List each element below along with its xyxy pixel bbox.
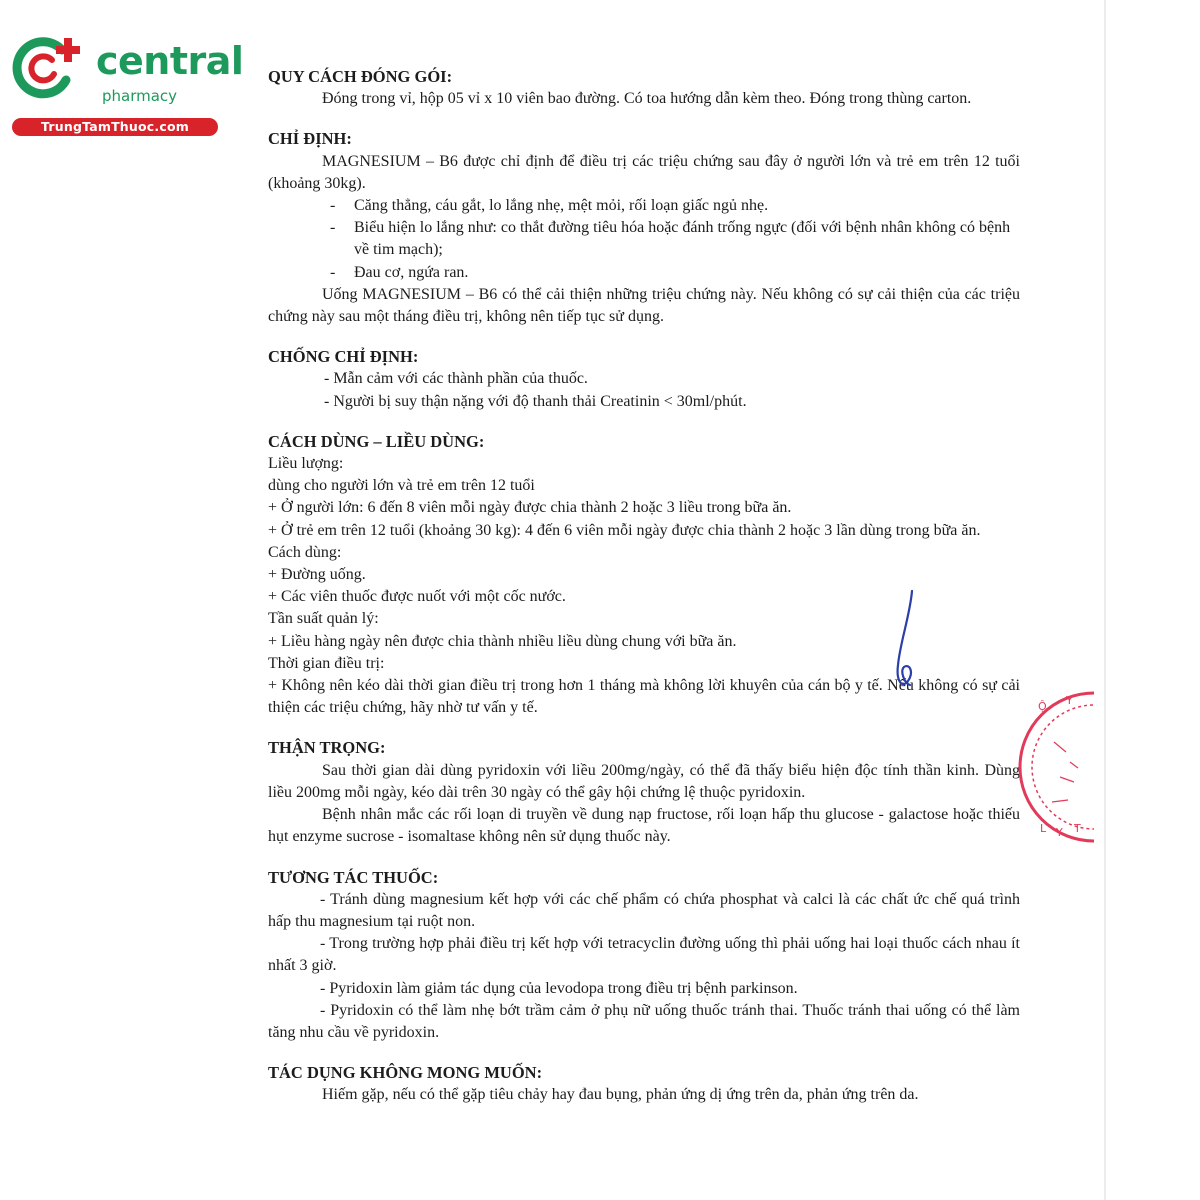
stamp-letter: T xyxy=(1074,822,1081,835)
contraindication-title: CHỐNG CHỈ ĐỊNH: xyxy=(268,347,419,367)
interaction-paragraph: - Tránh dùng magnesium kết hợp với các chế phẩm có chứa phosphat và calci là các chất ức chế quá trình hấp thu magnesium tại ruột non. xyxy=(268,890,1020,930)
stamp-letter: L xyxy=(1040,822,1047,835)
precaution-paragraph: Bệnh nhân mắc các rối loạn di truyền về dung nạp fructose, rối loạn hấp thu glucose - galactose hoặc thiếu hụt enzyme sucrose - isomaltase không nên sử dụng thuốc này. xyxy=(268,806,1020,846)
dosage-line: Tần suất quản lý: xyxy=(268,610,379,628)
dosage-line: + Ở trẻ em trên 12 tuổi (khoảng 30 kg): 4 đến 6 viên mỗi ngày được chia thành 2 hoặc 3 lần dùng trong bữa ăn. xyxy=(268,521,981,539)
pharmacy-logo-icon xyxy=(10,36,82,102)
interaction-paragraph: - Trong trường hợp phải điều trị kết hợp với tetracyclin đường uống thì phải uống hai loại thuốc cách nhau ít nhất 3 giờ. xyxy=(268,935,1020,975)
stamp-letter: Y xyxy=(1066,694,1073,707)
dosage-line: + Các viên thuốc được nuốt với một cốc nước. xyxy=(268,588,566,606)
dosage-line: Cách dùng: xyxy=(268,543,342,561)
packaging-title: QUY CÁCH ĐÓNG GÓI: xyxy=(268,67,453,86)
dosage-line: Thời gian điều trị: xyxy=(268,654,385,672)
logo-website[interactable]: TrungTamThuoc.com xyxy=(12,118,218,136)
indication-item: - Biểu hiện lo lắng như: co thắt đường tiêu hóa hoặc đánh trống ngực (đối với bệnh nhân không có bệnh về tim mạch); xyxy=(330,219,1011,259)
indication-intro: MAGNESIUM – B6 được chỉ định để điều trị các triệu chứng sau đây ở người lớn và trẻ em trên 12 tuổi (khoảng 30kg). xyxy=(268,152,1020,192)
dosage-line: Liều lượng: xyxy=(268,455,344,473)
precaution-title: THẬN TRỌNG: xyxy=(268,738,386,758)
stamp-letter: Ộ xyxy=(1038,700,1047,713)
dosage-line: + Liều hàng ngày nên được chia thành nhiều liều dùng chung với bữa ăn. xyxy=(268,632,737,650)
interaction-paragraph: - Pyridoxin có thể làm nhẹ bớt trầm cảm ở phụ nữ uống thuốc tránh thai. Thuốc tránh thai uống có thể làm tăng nhu cầu về pyridoxin. xyxy=(268,1001,1020,1041)
dosage-title: CÁCH DÙNG – LIỀU DÙNG: xyxy=(268,431,485,451)
logo-name: central xyxy=(96,39,244,83)
side-effects-text: Hiếm gặp, nếu có thể gặp tiêu chảy hay đau bụng, phản ứng dị ứng trên da, phản ứng trên da. xyxy=(322,1086,919,1104)
logo-subtitle: pharmacy xyxy=(102,87,178,105)
central-pharmacy-logo[interactable] xyxy=(10,36,244,136)
dosage-line: + Ở người lớn: 6 đến 8 viên mỗi ngày được chia thành 2 hoặc 3 liều trong bữa ăn. xyxy=(268,499,792,517)
interaction-paragraph: - Pyridoxin làm giảm tác dụng của levodopa trong điều trị bệnh parkinson. xyxy=(320,979,798,997)
stamp-letter: Y xyxy=(1056,826,1063,839)
interaction-title: TƯƠNG TÁC THUỐC: xyxy=(268,867,439,887)
page-edge xyxy=(1104,0,1106,1200)
indication-title: CHỈ ĐỊNH: xyxy=(268,129,352,149)
signature-mark xyxy=(880,585,940,705)
side-effects-title: TÁC DỤNG KHÔNG MONG MUỐN: xyxy=(268,1063,543,1083)
dosage-line: + Đường uống. xyxy=(268,566,366,584)
dosage-line: + Không nên kéo dài thời gian điều trị trong hơn 1 tháng mà không lời khuyên của cán bộ y tế. Nếu không có sự cải thiện các triệu chứng, hãy nhờ tư vấn y tế. xyxy=(268,677,1020,717)
dosage-line: dùng cho người lớn và trẻ em trên 12 tuổi xyxy=(268,477,535,495)
official-stamp xyxy=(1014,682,1094,852)
contraindication-item: - Mẫn cảm với các thành phần của thuốc. xyxy=(324,370,588,388)
packaging-text: Đóng trong vỉ, hộp 05 vỉ x 10 viên bao đường. Có toa hướng dẫn kèm theo. Đóng trong thùng carton. xyxy=(322,90,972,108)
indication-item: - Căng thẳng, cáu gắt, lo lắng nhẹ, mệt mỏi, rối loạn giấc ngủ nhẹ. xyxy=(330,197,769,215)
indication-item: - Đau cơ, ngứa ran. xyxy=(330,263,469,281)
precaution-paragraph: Sau thời gian dài dùng pyridoxin với liều 200mg/ngày, có thể đã thấy biểu hiện độc tính thần kinh. Dùng liều 200mg mỗi ngày, kéo dài trên 30 ngày có thể gây hội chứng lệ thuộc pyridoxin. xyxy=(268,761,1020,801)
contraindication-item: - Người bị suy thận nặng với độ thanh thải Creatinin < 30ml/phút. xyxy=(324,392,747,410)
indication-outro: Uống MAGNESIUM – B6 có thể cải thiện những triệu chứng này. Nếu không có sự cải thiện của các triệu chứng này sau một tháng điều trị, không nên tiếp tục sử dụng. xyxy=(268,285,1020,326)
